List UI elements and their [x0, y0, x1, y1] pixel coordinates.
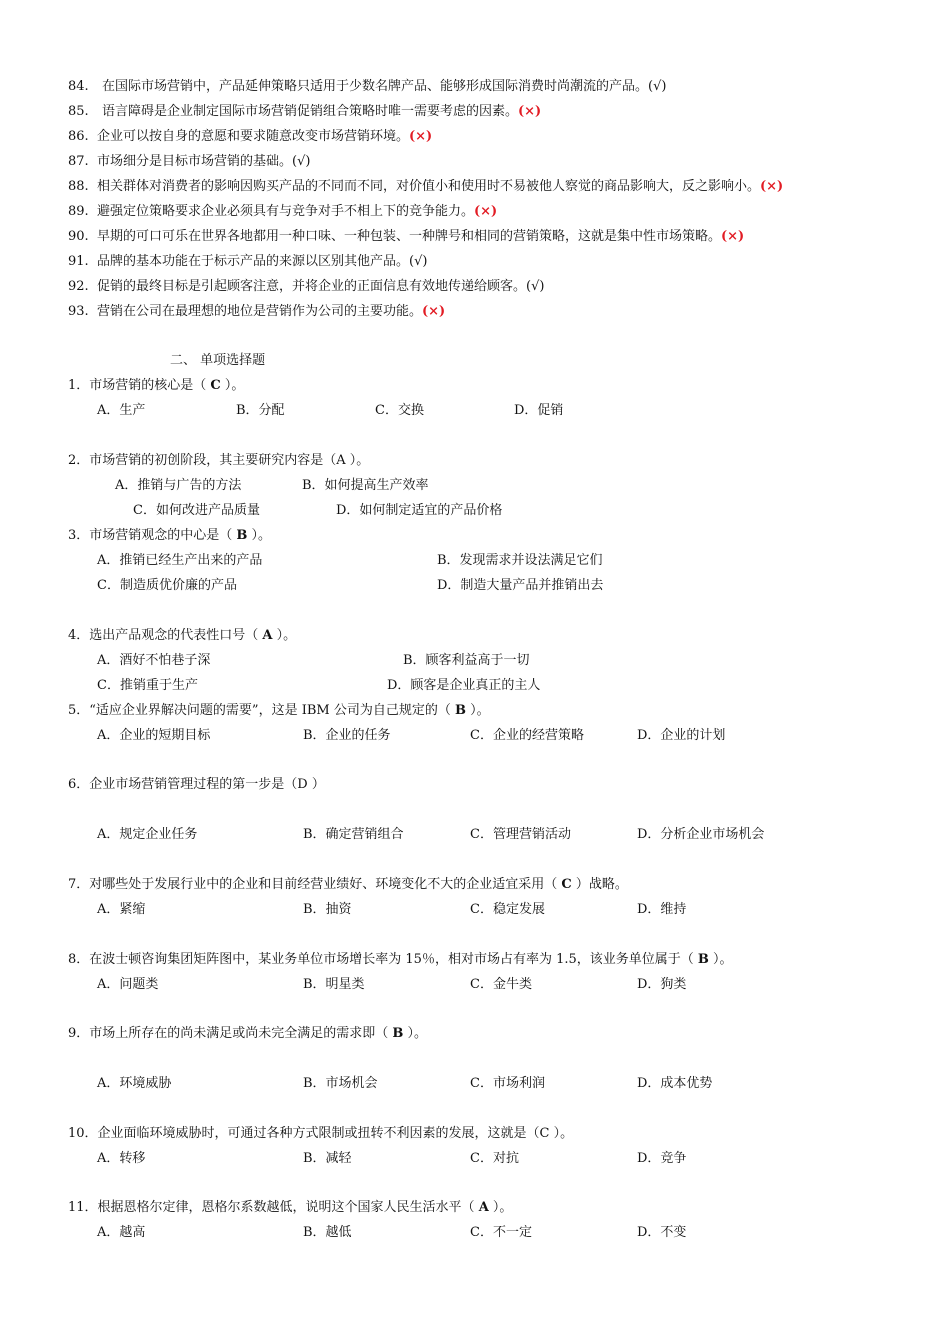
answer-letter: B — [697, 952, 709, 967]
option-d: D．维持 — [637, 902, 687, 917]
option-c: C．企业的经营策略 — [470, 728, 584, 743]
answer-mark: (√) — [648, 79, 667, 94]
item-number: 85. — [68, 104, 89, 119]
question-stem: 4．选出产品观念的代表性口号（ A ）。 — [68, 628, 297, 643]
question-stem: 2．市场营销的初创阶段，其主要研究内容是（A ）。 — [68, 453, 370, 468]
option-c: C．制造质优价廉的产品 — [97, 578, 237, 593]
tf-item-84 — [68, 78, 666, 96]
answer-letter: C — [210, 378, 221, 393]
question-stem: 11．根据恩格尔定律，恩格尔系数越低，说明这个国家人民生活水平（ A ）。 — [68, 1200, 513, 1215]
item-number: 86. — [68, 129, 89, 144]
answer-mark: (√) — [409, 254, 428, 269]
option-b: B．市场机会 — [303, 1076, 378, 1091]
tf-item-87 — [68, 153, 310, 171]
section-title: 二、 单项选择题 — [170, 353, 266, 368]
answer-mark: (×) — [409, 129, 433, 144]
answer-letter: C — [561, 877, 572, 892]
option-a: A．紧缩 — [97, 902, 146, 917]
option-c: C．金牛类 — [470, 977, 532, 992]
option-c: C．对抗 — [470, 1151, 519, 1166]
answer-mark: (×) — [422, 304, 446, 319]
option-b: B．减轻 — [303, 1151, 352, 1166]
answer-mark: (×) — [474, 204, 498, 219]
answer-mark: (×) — [721, 229, 745, 244]
option-d: D．制造大量产品并推销出去 — [437, 578, 604, 593]
answer-letter: B — [454, 703, 466, 718]
tf-item-91 — [68, 253, 427, 271]
question-stem: 7．对哪些处于发展行业中的企业和目前经营业绩好、环境变化不大的企业适宜采用（ C ）战略。 — [68, 877, 628, 892]
option-b: B．确定营销组合 — [303, 827, 404, 842]
tf-item-89 — [68, 203, 497, 221]
option-d: D．企业的计划 — [637, 728, 726, 743]
option-d: D．促销 — [514, 403, 564, 418]
question-stem: 10．企业面临环境威胁时，可通过各种方式限制或扭转不利因素的发展，这就是（C ）。 — [68, 1126, 574, 1141]
question-stem: 1．市场营销的核心是（ C ）。 — [68, 378, 245, 393]
option-a: A．转移 — [97, 1151, 146, 1166]
answer-letter: A — [262, 628, 273, 643]
item-number: 90. — [68, 229, 89, 244]
answer-mark: (√) — [292, 154, 311, 169]
item-text: 语言障碍是企业制定国际市场营销促销组合策略时唯一需要考虑的因素。 — [102, 104, 519, 119]
option-a: A．生产 — [97, 403, 146, 418]
option-a: A．推销已经生产出来的产品 — [97, 553, 263, 568]
option-c: C．如何改进产品质量 — [133, 503, 260, 518]
option-d: D．分析企业市场机会 — [637, 827, 765, 842]
tf-item-90 — [68, 228, 744, 246]
item-text: 早期的可口可乐在世界各地都用一种口味、一种包装、一种牌号和相同的营销策略，这就是集中性市场策略。 — [97, 229, 722, 244]
item-text: 避强定位策略要求企业必须具有与竞争对手不相上下的竞争能力。 — [97, 204, 475, 219]
option-c: C．稳定发展 — [470, 902, 545, 917]
option-b: B．发现需求并设法满足它们 — [437, 553, 603, 568]
option-c: C．交换 — [375, 403, 424, 418]
option-b: B．抽资 — [303, 902, 352, 917]
option-c: C．推销重于生产 — [97, 678, 198, 693]
option-b: B．越低 — [303, 1225, 352, 1240]
item-text: 企业可以按自身的意愿和要求随意改变市场营销环境。 — [97, 129, 410, 144]
tf-item-85 — [68, 103, 541, 121]
option-b: B．顾客利益高于一切 — [403, 653, 530, 668]
option-c: C．管理营销活动 — [470, 827, 571, 842]
option-b: B．明星类 — [303, 977, 365, 992]
option-a: A．酒好不怕巷子深 — [97, 653, 211, 668]
item-number: 88. — [68, 179, 89, 194]
question-stem: 9．市场上所存在的尚未满足或尚未完全满足的需求即（ B ）。 — [68, 1026, 428, 1041]
item-text: 在国际市场营销中，产品延伸策略只适用于少数名牌产品、能够形成国际消费时尚潮流的产品。 — [102, 79, 649, 94]
tf-item-86 — [68, 128, 432, 146]
answer-mark: (√) — [526, 279, 545, 294]
answer-mark: (×) — [760, 179, 784, 194]
option-d: D．顾客是企业真正的主人 — [387, 678, 541, 693]
item-number: 91. — [68, 254, 89, 269]
option-b: B．如何提高生产效率 — [302, 478, 429, 493]
option-d: D．成本优势 — [637, 1076, 713, 1091]
item-number: 89. — [68, 204, 89, 219]
item-text: 相关群体对消费者的影响因购买产品的不同而不同，对价值小和使用时不易被他人察觉的商品影响大，反之影响小。 — [97, 179, 761, 194]
answer-letter: A — [478, 1200, 489, 1215]
option-c: C．不一定 — [470, 1225, 532, 1240]
item-text: 市场细分是目标市场营销的基础。 — [97, 154, 293, 169]
option-b: B．分配 — [236, 403, 285, 418]
option-d: D．不变 — [637, 1225, 687, 1240]
item-number: 92. — [68, 279, 89, 294]
option-b: B．企业的任务 — [303, 728, 391, 743]
option-c: C．市场利润 — [470, 1076, 545, 1091]
question-stem: 5．“适应企业界解决问题的需要”，这是 IBM 公司为自己规定的（ B ）。 — [68, 703, 490, 718]
answer-letter: B — [392, 1026, 404, 1041]
question-stem: 6．企业市场营销管理过程的第一步是（D ） — [68, 777, 325, 792]
tf-item-88 — [68, 178, 783, 196]
option-a: A．推销与广告的方法 — [115, 478, 242, 493]
option-d: D．竞争 — [637, 1151, 687, 1166]
item-text: 品牌的基本功能在于标示产品的来源以区别其他产品。 — [97, 254, 410, 269]
question-stem: 8．在波士顿咨询集团矩阵图中，某业务单位市场增长率为 15％，相对市场占有率为 1.5，该业务单位属于（ B ）。 — [68, 952, 733, 967]
item-number: 93. — [68, 304, 89, 319]
option-a: A．越高 — [97, 1225, 146, 1240]
answer-letter: B — [236, 528, 248, 543]
option-a: A．问题类 — [97, 977, 159, 992]
tf-item-93 — [68, 303, 445, 321]
option-a: A．环境威胁 — [97, 1076, 172, 1091]
item-number: 84. — [68, 79, 89, 94]
option-a: A．规定企业任务 — [97, 827, 198, 842]
item-text: 促销的最终目标是引起顾客注意，并将企业的正面信息有效地传递给顾客。 — [97, 279, 527, 294]
item-number: 87. — [68, 154, 89, 169]
option-a: A．企业的短期目标 — [97, 728, 211, 743]
answer-mark: (×) — [518, 104, 542, 119]
tf-item-92 — [68, 278, 544, 296]
option-d: D．如何制定适宜的产品价格 — [336, 503, 503, 518]
option-d: D．狗类 — [637, 977, 687, 992]
item-text: 营销在公司在最理想的地位是营销作为公司的主要功能。 — [97, 304, 423, 319]
question-stem: 3．市场营销观念的中心是（ B ）。 — [68, 528, 272, 543]
